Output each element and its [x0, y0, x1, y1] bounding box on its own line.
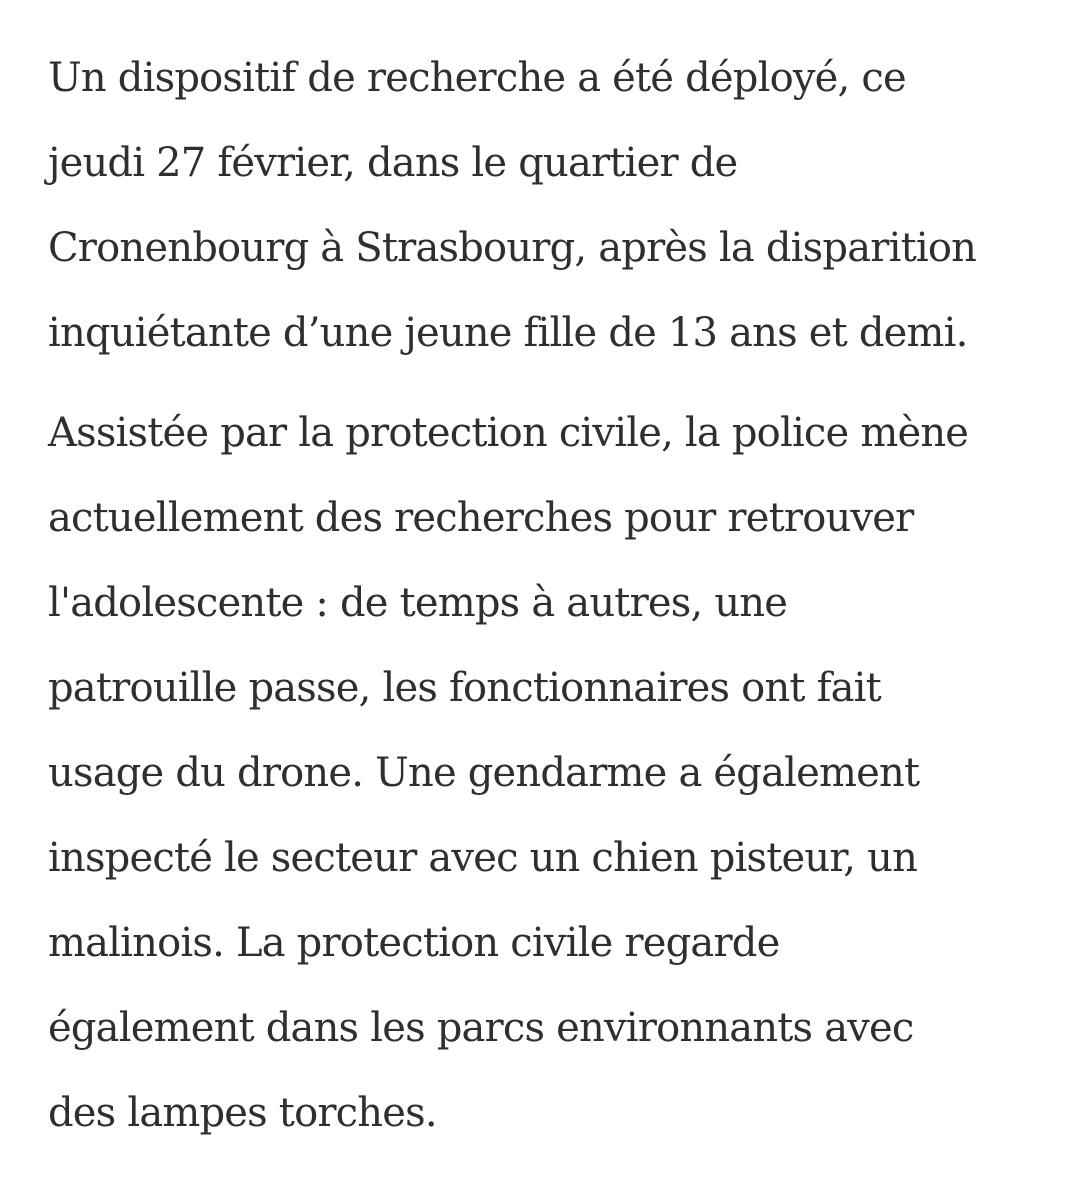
paragraph-line: patrouille passe, les fonctionnaires ont fait — [48, 665, 881, 711]
paragraph-line: Un dispositif de recherche a été déployé, ce — [48, 55, 906, 101]
paragraph-line: actuellement des recherches pour retrouver — [48, 495, 914, 541]
paragraph-line: Assistée par la protection civile, la police mène — [48, 410, 969, 456]
article-body — [48, 36, 1048, 1156]
paragraph-2 — [48, 391, 1048, 1156]
paragraph-line: également dans les parcs environnants avec — [48, 1005, 914, 1051]
paragraph-line: l'adolescente : de temps à autres, une — [48, 580, 788, 626]
paragraph-line: inquiétante d’une jeune fille de 13 ans et demi. — [48, 310, 968, 356]
paragraph-line: des lampes torches. — [48, 1090, 437, 1136]
paragraph-line: inspecté le secteur avec un chien pisteur, un — [48, 835, 918, 881]
paragraph-line: malinois. La protection civile regarde — [48, 920, 780, 966]
paragraph-line: Cronenbourg à Strasbourg, après la disparition — [48, 225, 977, 271]
paragraph-line: usage du drone. Une gendarme a également — [48, 750, 920, 796]
paragraph-line: jeudi 27 février, dans le quartier de — [48, 140, 738, 186]
paragraph-1 — [48, 36, 1048, 376]
